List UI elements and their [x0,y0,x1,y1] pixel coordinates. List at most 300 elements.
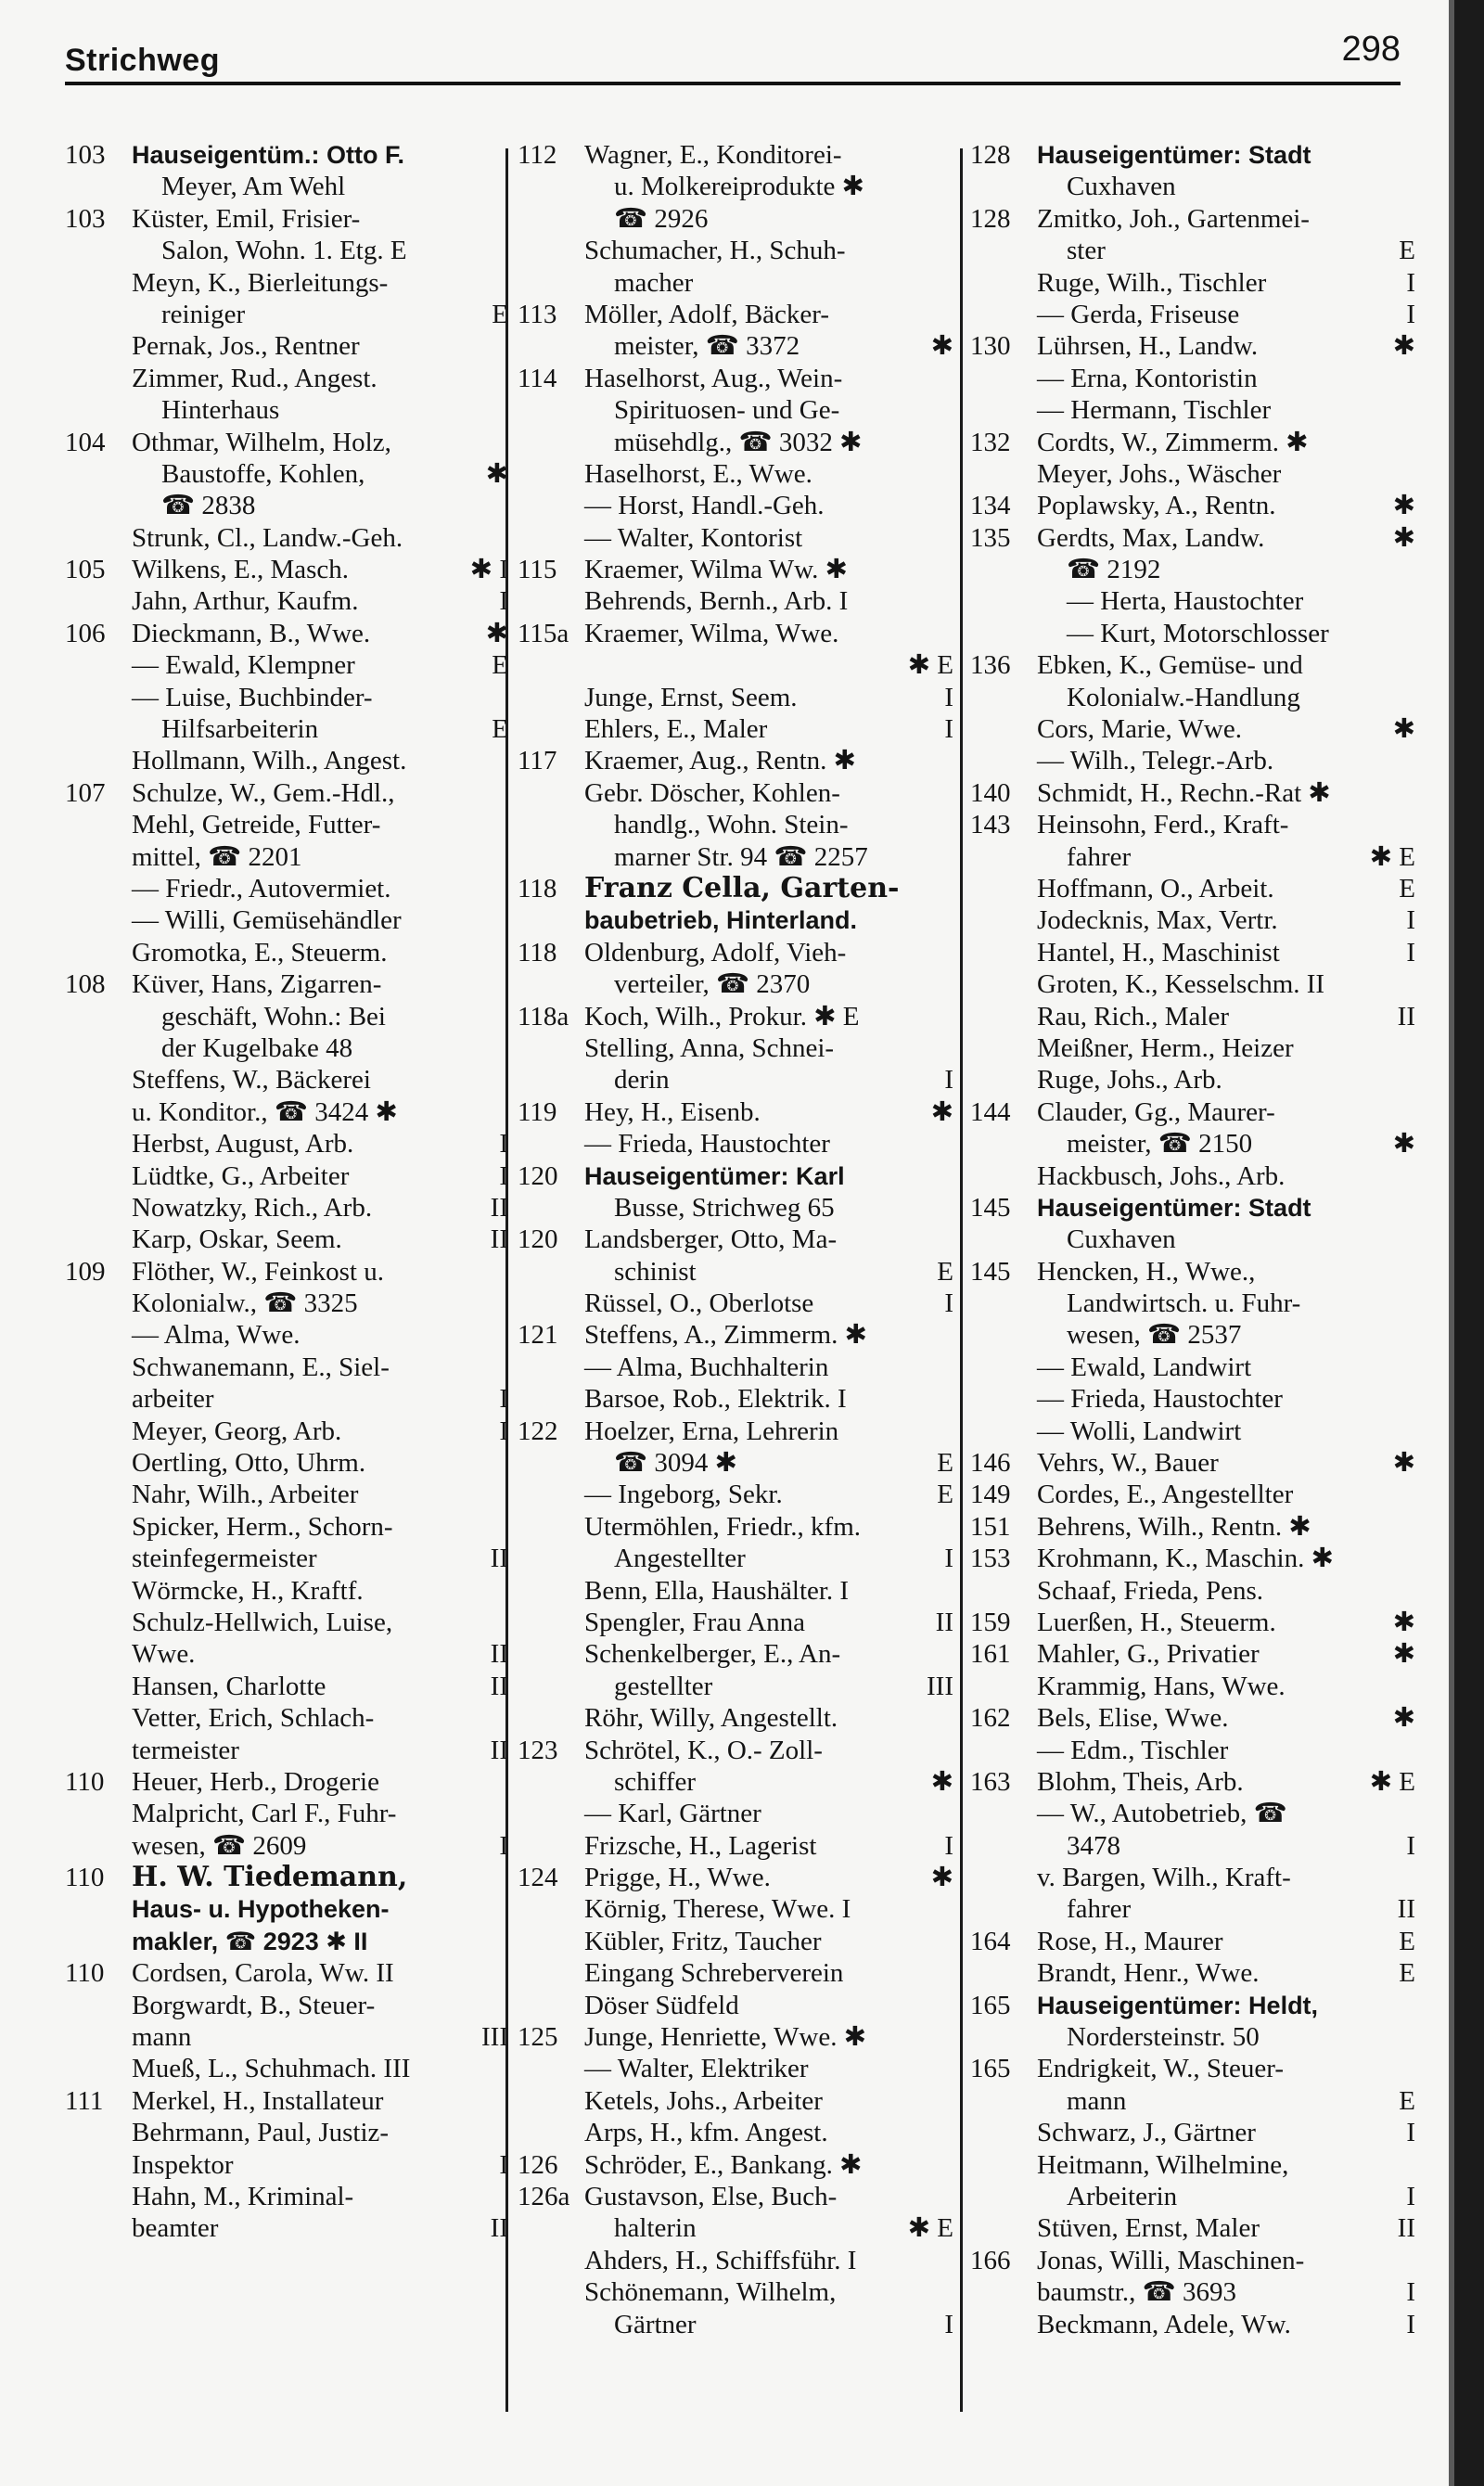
directory-entry-line [970,585,1415,617]
entry-text: Nahr, Wilh., Arbeiter [132,1480,359,1510]
floor-marker: ✱ [1392,1129,1415,1160]
directory-entry-line [65,968,508,1000]
entry-text: Mehl, Getreide, Futter- [132,810,381,840]
directory-entry-line [970,1543,1415,1574]
directory-entry-line [518,1160,953,1192]
page-binding-edge [1454,0,1484,2486]
directory-entry-line [65,682,508,713]
entry-text: Schönemann, Wilhelm, [584,2277,837,2308]
entry-text: Karp, Oskar, Seem. [132,1224,342,1255]
directory-entry-line [970,1830,1415,1862]
entry-text: mann [1067,2085,1127,2116]
directory-entry-line [518,1288,953,1319]
directory-entry-line [518,1479,953,1510]
entry-text: — Ewald, Klempner [132,650,355,681]
floor-marker: ✱ [1392,331,1415,362]
entry-text: Hinterhaus [161,395,280,426]
entry-text: mann [132,2022,192,2053]
entry-text: Kraemer, Wilma, Wwe. [584,618,839,648]
entry-text: Blohm, Theis, Arb. [1037,1766,1244,1797]
house-number: 106 [65,618,106,648]
entry-text: — Hermann, Tischler [1037,395,1272,426]
entry-text: Eingang Schreberverein [584,1958,844,1989]
entry-text: Pernak, Jos., Rentner [132,331,360,362]
directory-entry-line [518,777,953,809]
entry-text: Hollmann, Wilh., Angest. [132,746,407,776]
entry-text: Spengler, Frau Anna [584,1607,806,1637]
entry-text: Prigge, H., Wwe. [584,1863,771,1893]
house-number: 123 [518,1735,558,1765]
column-middle [518,139,953,2340]
entry-text: Herbst, August, Arb. [132,1129,354,1160]
entry-text: schiffer [614,1766,697,1797]
entry-text: Endrigkeit, W., Steuer- [1037,2054,1285,2084]
entry-text: Luerßen, H., Steuerm. [1037,1607,1276,1637]
directory-entry-line [65,2085,508,2117]
directory-entry-line [518,809,953,840]
directory-entry-line [65,1990,508,2021]
house-number: 151 [970,1511,1011,1542]
directory-entry-line [65,2212,508,2244]
entry-text: Junge, Henriette, Wwe. ✱ [584,2022,867,2053]
directory-entry-line [518,841,953,873]
house-number: 118 [518,873,557,903]
entry-text: marner Str. 94 ☎ 2257 [614,841,868,872]
floor-marker: II [490,1639,508,1670]
entry-text: geschäft, Wohn.: Bei [161,1001,386,1032]
directory-entry-line [65,841,508,873]
entry-text: — Alma, Wwe. [132,1320,301,1351]
floor-marker: I [944,1544,953,1574]
directory-entry-line [65,1638,508,1670]
floor-marker: I [499,1129,508,1160]
entry-text: Brandt, Henr., Wwe. [1037,1958,1260,1989]
entry-text: Küster, Emil, Frisier- [132,203,361,234]
directory-entry-line [65,1671,508,1702]
street-name-title: Strichweg [65,43,220,78]
directory-entry-line [518,1543,953,1574]
house-number: 117 [518,746,557,776]
entry-text: Schwarz, J., Gärtner [1037,2118,1256,2148]
directory-entry-line [518,171,953,202]
floor-marker: II [490,1224,508,1255]
directory-entry-line [65,1192,508,1224]
directory-entry-line [65,1288,508,1319]
entry-text: — Frieda, Haustochter [1037,1384,1283,1415]
floor-marker: E [937,1480,953,1510]
entry-text: Meyer, Am Wehl [161,172,346,202]
entry-text: u. Molkereiprodukte ✱ [614,172,864,202]
directory-entry-line [518,1830,953,1862]
entry-text: Nordersteinstr. 50 [1067,2022,1260,2053]
house-number: 115 [518,555,557,585]
directory-entry-line [518,2309,953,2340]
entry-text: Arps, H., kfm. Angest. [584,2118,828,2148]
directory-entry-line [518,1638,953,1670]
entry-text: Merkel, H., Installateur [132,2085,384,2116]
entry-text: Röhr, Willy, Angestellt. [584,1703,838,1734]
entry-text-emphasis: Haus- u. Hypotheken- [132,1895,390,1924]
floor-marker: II [490,2213,508,2244]
entry-text: Gebr. Döscher, Kohlen- [584,777,840,808]
directory-entry-line [65,267,508,299]
floor-marker: ✱ E [907,650,953,681]
entry-text: — Gerda, Friseuse [1037,299,1240,329]
directory-entry-line [518,1032,953,1064]
house-number: 121 [518,1320,558,1351]
directory-entry-line [518,299,953,330]
floor-marker: I [1406,2182,1415,2211]
floor-marker: I [944,1065,953,1096]
directory-entry-line [970,1160,1415,1192]
house-number: 119 [518,1096,557,1127]
directory-entry-line [65,1064,508,1096]
floor-marker: E [1399,873,1415,903]
directory-entry-line [65,330,508,362]
house-number: 110 [65,1766,105,1797]
directory-entry-line [970,618,1415,649]
house-number: 136 [970,650,1011,681]
entry-text: Schmidt, H., Rechn.-Rat ✱ [1037,777,1331,808]
directory-entry-line [518,1096,953,1128]
floor-marker: III [481,2022,508,2053]
entry-text: — Horst, Handl.-Geh. [584,491,825,521]
house-number: 103 [65,203,106,234]
entry-text: Körnig, Therese, Wwe. I [584,1894,851,1925]
floor-marker: ✱ [1392,1703,1415,1734]
entry-text: baumstr., ☎ 3693 [1037,2277,1236,2308]
floor-marker: ✱ [1392,522,1415,553]
floor-marker: I [499,586,508,617]
directory-entry-line [970,1256,1415,1288]
entry-text: Jodecknis, Max, Vertr. [1037,905,1278,936]
directory-entry-line [518,1319,953,1351]
directory-entry-line [518,2245,953,2276]
directory-entry-line [65,1447,508,1479]
directory-entry-line [970,171,1415,202]
entry-text: — Wilh., Telegr.-Arb. [1037,746,1274,776]
entry-text: — Walter, Kontorist [584,522,803,553]
directory-entry-line [65,745,508,776]
directory-entry-line [65,203,508,235]
entry-text: Schenkelberger, E., An- [584,1639,841,1670]
entry-text: Lüdtke, G., Arbeiter [132,1160,350,1191]
directory-entry-line [65,1735,508,1766]
directory-entry-line [970,1064,1415,1096]
directory-entry-line [970,1862,1415,1893]
directory-entry-line [518,1926,953,1957]
directory-entry-line [970,1893,1415,1925]
entry-text: Heinsohn, Ferd., Kraft- [1037,810,1289,840]
entry-text: Spicker, Herm., Schorn- [132,1511,393,1542]
house-number: 114 [518,363,557,393]
directory-entry-line [518,618,953,649]
entry-text: Benn, Ella, Haushälter. I [584,1575,850,1606]
floor-marker: I [1406,937,1415,967]
house-number: 161 [970,1639,1011,1670]
floor-marker: II [1397,1894,1415,1925]
entry-text-emphasis: Franz Cella, Garten- [584,871,900,904]
directory-entry-line [518,522,953,554]
entry-text: Busse, Strichweg 65 [614,1192,835,1223]
floor-marker: ✱ E [1369,841,1415,872]
directory-entry-line [970,2117,1415,2148]
entry-text: Rose, H., Maurer [1037,1926,1223,1956]
entry-text: — Willi, Gemüsehändler [132,905,402,936]
floor-marker: I [1406,905,1415,936]
directory-entry-line [65,299,508,330]
floor-marker: I [944,682,953,712]
entry-text: — Alma, Buchhalterin [584,1352,829,1382]
directory-entry-line [518,1383,953,1415]
directory-entry-line [518,1607,953,1638]
entry-text: — Luise, Buchbinder- [132,682,373,712]
entry-text: Wilkens, E., Masch. [132,555,350,585]
directory-entry-line [518,554,953,585]
directory-entry-line [65,1893,508,1925]
floor-marker: II [490,1735,508,1765]
floor-marker: ✱ [930,1863,953,1893]
floor-marker: ✱ I [469,555,508,585]
directory-entry-line [518,1416,953,1447]
house-number: 110 [65,1958,105,1989]
directory-entry-line [65,1128,508,1160]
directory-entry-line [518,1192,953,1224]
entry-text: wesen, ☎ 2609 [132,1830,307,1861]
entry-text: — Frieda, Haustochter [584,1129,830,1160]
directory-entry-line [970,2212,1415,2244]
entry-text: — Ewald, Landwirt [1037,1352,1252,1382]
directory-entry-line [65,554,508,585]
entry-text: u. Konditor., ☎ 3424 ✱ [132,1096,398,1127]
directory-entry-line [65,713,508,745]
entry-text: Bels, Elise, Wwe. [1037,1703,1229,1734]
directory-entry-line [65,1224,508,1255]
column-divider-2 [960,148,963,2412]
directory-entry-line [970,1735,1415,1766]
directory-entry-line [65,490,508,521]
directory-entry-line [65,1479,508,1510]
directory-entry-line [65,1830,508,1862]
directory-entry-line [970,427,1415,458]
floor-marker: E [937,1256,953,1287]
entry-text: Hoelzer, Erna, Lehrerin [584,1416,839,1446]
entry-text: Ketels, Johs., Arbeiter [584,2085,823,2116]
directory-entry-line [65,1096,508,1128]
directory-entry-line [970,649,1415,681]
house-number: 130 [970,331,1011,362]
entry-text: schinist [614,1256,697,1287]
directory-entry-line [65,649,508,681]
entry-text: Spirituosen- und Ge- [614,395,840,426]
directory-entry-line [518,1735,953,1766]
entry-text: Hansen, Charlotte [132,1671,326,1701]
entry-text: Behrends, Bernh., Arb. I [584,586,849,617]
house-number: 112 [518,140,557,170]
floor-marker: II [935,1607,953,1637]
directory-entry-line [518,139,953,171]
entry-text: verteiler, ☎ 2370 [614,969,811,1000]
entry-text: Arbeiterin [1067,2182,1178,2211]
entry-text-emphasis: Hauseigentüm.: Otto F. [132,141,405,169]
directory-entry-line [518,1990,953,2021]
directory-entry-line [518,1001,953,1032]
house-number: 108 [65,969,106,1000]
directory-entry-line [65,1766,508,1798]
entry-text: Ehlers, E., Maler [584,714,768,745]
entry-text: Dieckmann, B., Wwe. [132,618,371,648]
entry-text: Utermöhlen, Friedr., kfm. [584,1511,862,1542]
directory-entry-line [970,841,1415,873]
entry-text-emphasis: Hauseigentümer: Stadt [1037,141,1311,169]
directory-entry-line [970,1447,1415,1479]
directory-entry-line [518,1893,953,1925]
entry-text: Oldenburg, Adolf, Vieh- [584,937,847,967]
entry-text: — Ingeborg, Sekr. [584,1480,783,1510]
entry-text: Gromotka, E., Steuerm. [132,937,388,967]
house-number: 110 [65,1863,105,1893]
directory-entry-line [65,1352,508,1383]
house-number: 145 [970,1256,1011,1287]
floor-marker: II [490,1544,508,1574]
column-left [65,139,508,2245]
directory-entry-line [518,1256,953,1288]
floor-marker: I [499,2149,508,2180]
directory-entry-line [518,2276,953,2308]
house-number: 135 [970,522,1011,553]
entry-text: v. Bargen, Wilh., Kraft- [1037,1863,1291,1893]
directory-entry-line [65,1957,508,1989]
entry-text: — W., Autobetrieb, ☎ [1037,1799,1287,1829]
page-binding-shadow [1449,0,1454,2486]
entry-text: macher [614,267,694,298]
entry-text: Hantel, H., Maschinist [1037,937,1280,967]
page-number: 298 [1341,30,1401,69]
entry-text: Hilfsarbeiterin [161,714,319,745]
floor-marker: ✱ [1392,491,1415,521]
entry-text: Salon, Wohn. 1. Etg. E [161,236,407,266]
directory-entry-line [65,235,508,266]
directory-entry-line [518,1798,953,1829]
entry-text: Heuer, Herb., Drogerie [132,1766,379,1797]
directory-entry-line [65,2053,508,2084]
entry-text: arbeiter [132,1384,214,1415]
entry-text: — Herta, Haustochter [1067,586,1304,617]
entry-text: Meißner, Herm., Heizer [1037,1032,1294,1063]
floor-marker: I [944,2309,953,2339]
directory-entry-line [65,2021,508,2053]
directory-entry-line [970,1607,1415,1638]
floor-marker: I [1406,2118,1415,2148]
entry-text: Haselhorst, Aug., Wein- [584,363,843,393]
directory-entry-line [970,1383,1415,1415]
entry-text: Landsberger, Otto, Ma- [584,1224,838,1255]
house-number: 143 [970,810,1011,840]
entry-text: Hackbusch, Johs., Arb. [1037,1160,1286,1191]
directory-entry-line [65,873,508,904]
directory-entry-line [65,1160,508,1192]
directory-entry-line [518,394,953,426]
house-number: 146 [970,1448,1011,1479]
directory-entry-line [970,490,1415,521]
entry-text-emphasis: H. W. Tiedemann, [132,1861,408,1894]
entry-text: Schumacher, H., Schuh- [584,236,846,266]
directory-entry-line [518,2053,953,2084]
directory-entry-line [65,809,508,840]
directory-entry-line [65,2149,508,2181]
house-number: 145 [970,1192,1011,1223]
directory-entry-line [65,427,508,458]
directory-entry-line [970,904,1415,936]
entry-text: Kübler, Fritz, Taucher [584,1926,822,1956]
floor-marker: ✱ [1392,714,1415,745]
entry-text: Hencken, H., Wwe., [1037,1256,1256,1287]
house-number: 118a [518,1001,569,1032]
entry-text: Behrmann, Paul, Justiz- [132,2118,390,2148]
entry-text: reiniger [161,299,246,329]
directory-entry-line [518,2212,953,2244]
entry-text: Gerdts, Max, Landw. [1037,522,1265,553]
floor-marker: II [1397,1001,1415,1032]
entry-text: Ebken, K., Gemüse- und [1037,650,1303,681]
directory-entry-line [970,713,1415,745]
directory-entry-line [970,2181,1415,2212]
directory-entry-line [518,1511,953,1543]
directory-entry-line [65,1001,508,1032]
directory-entry-line [970,458,1415,490]
house-number: 128 [970,140,1011,170]
entry-text-emphasis: Hauseigentümer: Heldt, [1037,1991,1319,2019]
floor-marker: ✱ [485,618,508,648]
directory-entry-line [65,363,508,394]
directory-entry-line [970,1798,1415,1829]
entry-text: ster [1067,236,1106,266]
entry-text: Flöther, W., Feinkost u. [132,1256,384,1287]
entry-text: Nowatzky, Rich., Arb. [132,1192,373,1223]
floor-marker: II [1397,2213,1415,2244]
directory-entry-line [65,618,508,649]
entry-text: — Walter, Elektriker [584,2054,809,2084]
entry-text: ☎ 2926 [614,203,709,234]
entry-text: Mahler, G., Privatier [1037,1639,1260,1670]
directory-entry-line [970,2149,1415,2181]
directory-entry-line [65,1511,508,1543]
house-number: 166 [970,2245,1011,2275]
floor-marker: ✱ [930,331,953,362]
floor-marker: I [1406,299,1415,329]
house-number: 144 [970,1096,1011,1127]
house-number: 164 [970,1926,1011,1956]
floor-marker: E [937,1448,953,1479]
entry-text: Frizsche, H., Lagerist [584,1830,817,1861]
floor-marker: E [492,650,508,681]
house-number: 162 [970,1703,1011,1734]
entry-text: Ruge, Wilh., Tischler [1037,267,1267,298]
directory-entry-line [970,1128,1415,1160]
directory-entry-line [970,2309,1415,2340]
directory-entry-line [518,235,953,266]
floor-marker: I [1406,1830,1415,1861]
entry-text: Schrötel, K., O.- Zoll- [584,1735,823,1765]
house-number: 134 [970,491,1011,521]
directory-entry-line [65,1862,508,1893]
directory-entry-line [970,2276,1415,2308]
directory-entry-line [65,1543,508,1574]
entry-text: Gärtner [614,2309,697,2339]
entry-text: Beckmann, Adele, Ww. [1037,2309,1291,2339]
directory-entry-line [518,1352,953,1383]
entry-text: Wwe. [132,1639,196,1670]
